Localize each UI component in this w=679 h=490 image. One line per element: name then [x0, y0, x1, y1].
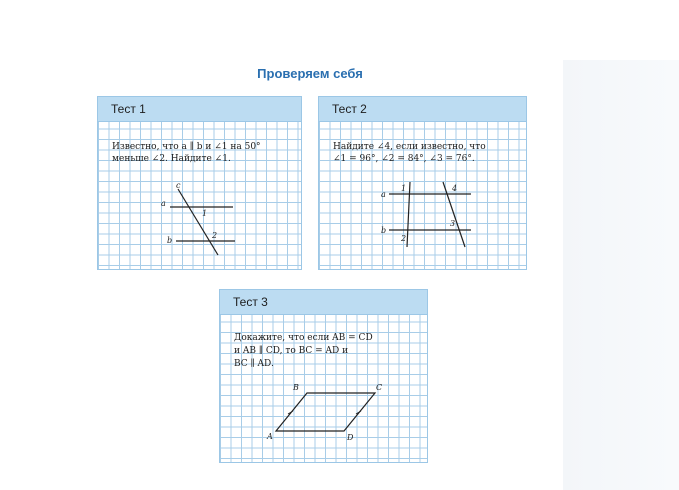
label-c: c: [176, 181, 181, 190]
test-text-line: и AB ∥ CD, то BC = AD и: [234, 346, 349, 356]
label-A: A: [267, 432, 273, 441]
test-text-line: Известно, что a ∥ b и ∠1 на 50°: [112, 142, 261, 152]
transversal-c: [178, 189, 218, 255]
test-card-2: [318, 96, 527, 270]
label-C: C: [376, 383, 383, 392]
page-shadow: [563, 60, 679, 490]
test-card-3: [219, 289, 428, 463]
label-B: B: [293, 383, 299, 392]
label-angle-3: 3: [450, 219, 456, 228]
test-card-title: Тест 1: [111, 102, 146, 116]
transversal-left: [407, 182, 410, 247]
test-text-line: Найдите ∠4, если известно, что: [333, 142, 486, 152]
label-angle-2: 2: [212, 231, 218, 240]
page-title: Проверяем себя: [257, 66, 363, 81]
test-card-title: Тест 2: [332, 102, 367, 116]
test-card-1: [97, 96, 302, 270]
transversals-diagram: [319, 97, 526, 269]
label-a: a: [161, 199, 166, 208]
parallel-lines-diagram: [98, 97, 301, 269]
test-card-title: Тест 3: [233, 295, 268, 309]
label-angle-2: 2: [401, 234, 407, 243]
test-text-line: ∠1 = 96°, ∠2 = 84°, ∠3 = 76°.: [333, 154, 475, 164]
label-angle-1: 1: [401, 184, 407, 193]
label-a: a: [381, 190, 386, 199]
label-D: D: [347, 433, 354, 442]
label-b: b: [167, 236, 173, 245]
label-b: b: [381, 226, 387, 235]
test-text-line: BC ∥ AD.: [234, 359, 274, 369]
test-text-line: Докажите, что если AB = CD: [234, 333, 373, 343]
label-angle-4: 4: [452, 184, 458, 193]
label-angle-1: 1: [202, 209, 208, 218]
parallelogram-diagram: [220, 290, 427, 462]
test-text-line: меньше ∠2. Найдите ∠1.: [112, 154, 231, 164]
